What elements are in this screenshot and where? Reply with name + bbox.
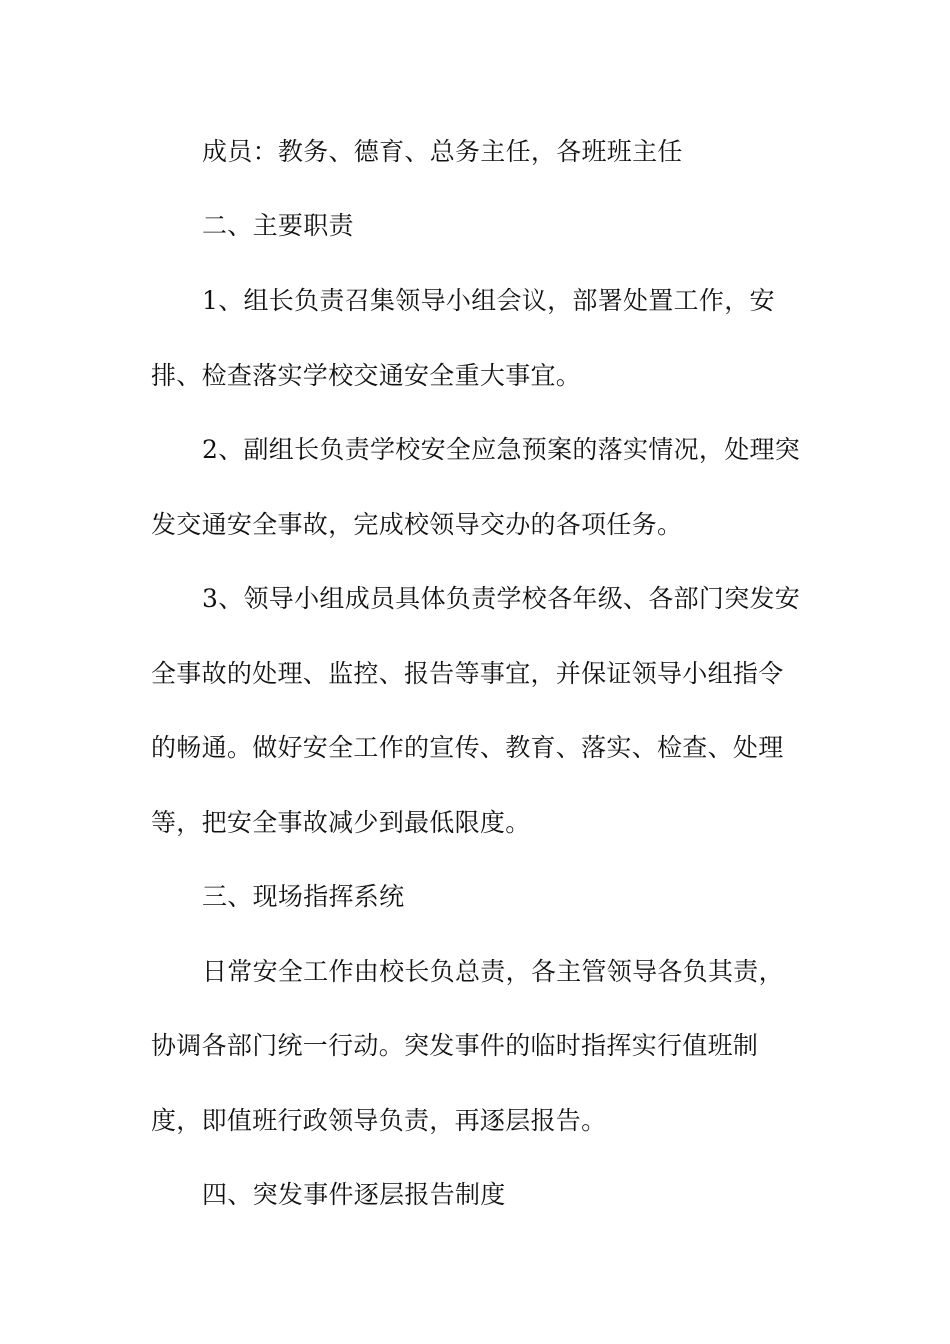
duty-3-line-4: 等，把安全事故减少到最低限度。 <box>151 808 531 837</box>
section-heading-reporting-system: 四、突发事件逐层报告制度 <box>202 1180 506 1209</box>
duty-1-line-1: 1、组长负责召集领导小组会议，部署处置工作，安 <box>202 286 775 315</box>
section-heading-command-system: 三、现场指挥系统 <box>202 882 405 911</box>
duty-3-line-3: 的畅通。做好安全工作的宣传、教育、落实、检查、处理 <box>151 733 784 762</box>
command-line-2: 协调各部门统一行动。突发事件的临时指挥实行值班制 <box>151 1031 759 1060</box>
duty-3-line-1: 3、领导小组成员具体负责学校各年级、各部门突发安 <box>202 584 801 613</box>
section-heading-main-duties: 二、主要职责 <box>202 211 354 240</box>
duty-3-line-2: 全事故的处理、监控、报告等事宜，并保证领导小组指令 <box>151 659 784 688</box>
members-line: 成员：教务、德育、总务主任，各班班主任 <box>202 137 683 166</box>
duty-2-line-1: 2、副组长负责学校安全应急预案的落实情况，处理突 <box>202 435 801 464</box>
duty-2-line-2: 发交通安全事故，完成校领导交办的各项任务。 <box>151 510 683 539</box>
command-line-3: 度，即值班行政领导负责，再逐层报告。 <box>151 1106 607 1135</box>
command-line-1: 日常安全工作由校长负总责，各主管领导各负其责， <box>202 957 784 986</box>
duty-1-line-2: 排、检查落实学校交通安全重大事宜。 <box>151 361 582 390</box>
